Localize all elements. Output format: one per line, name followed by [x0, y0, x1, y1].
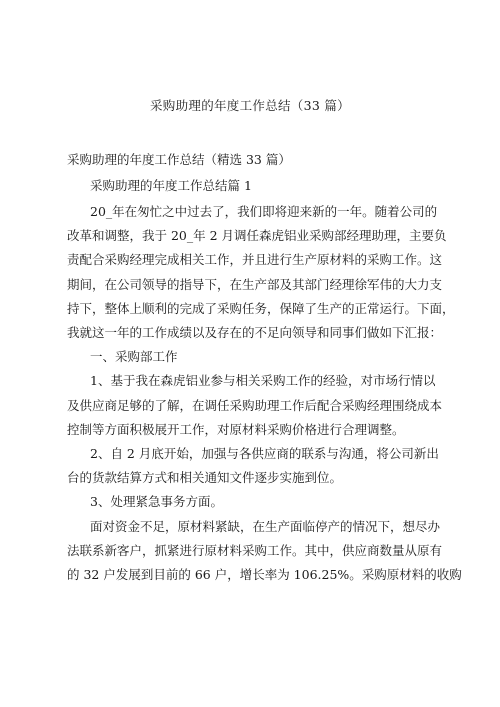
paragraph [67, 490, 434, 514]
text-line: 2、自 2 月底开始，加强与各供应商的联系与沟通，将公司新出 [90, 446, 439, 462]
paragraph [67, 515, 462, 588]
paragraph [67, 345, 434, 369]
document-title: 采购助理的年度工作总结（33 篇） [150, 98, 350, 113]
text-line: 3、处理紧急事务方面。 [90, 494, 223, 510]
body-text [67, 200, 462, 587]
text-line: 及供应商足够的了解，在调任采购助理工作后配合采购经理围绕成本 [67, 397, 443, 413]
paragraph [67, 442, 439, 490]
text-line: 改革和调整，我于 20_年 2 月调任森虎铝业采购部经理助理，主要负 [67, 228, 447, 244]
text-line: 面对资金不足，原材料紧缺，在生产面临停产的情况下，想尽办 [90, 518, 441, 534]
section-title: 采购助理的年度工作总结篇 1 [90, 178, 252, 193]
paragraph [67, 369, 443, 442]
text-line: 我就这一年的工作成绩以及存在的不足向领导和同事们做如下汇报： [67, 325, 443, 341]
text-line: 的 32 户发展到目前的 66 户，增长率为 106.25%。采购原材料的收购 [67, 567, 462, 583]
text-line: 1、基于我在森虎铝业参与相关采购工作的经验，对市场行情以 [90, 373, 436, 389]
text-line: 责配合采购经理完成相关工作，并且进行生产原材料的采购工作。这 [67, 252, 443, 268]
text-line: 持下，整体上顺利的完成了采购任务，保障了生产的正常运行。下面， [67, 300, 455, 316]
document-subtitle: 采购助理的年度工作总结（精选 33 篇） [67, 152, 291, 167]
text-line: 期间，在公司领导的指导下，在生产部及其部门经理徐军伟的大力支 [67, 276, 443, 292]
text-line: 台的货款结算方式和相关通知文件逐步实施到位。 [67, 470, 343, 486]
text-line: 法联系新客户，抓紧进行原材料采购工作。其中，供应商数量从原有 [67, 542, 443, 558]
text-line: 一、采购部工作 [90, 349, 178, 365]
paragraph [67, 200, 455, 345]
text-line: 20_年在匆忙之中过去了，我们即将迎来新的一年。随着公司的 [90, 204, 438, 219]
text-line: 控制等方面积极展开工作，对原材料采购价格进行合理调整。 [67, 421, 405, 437]
